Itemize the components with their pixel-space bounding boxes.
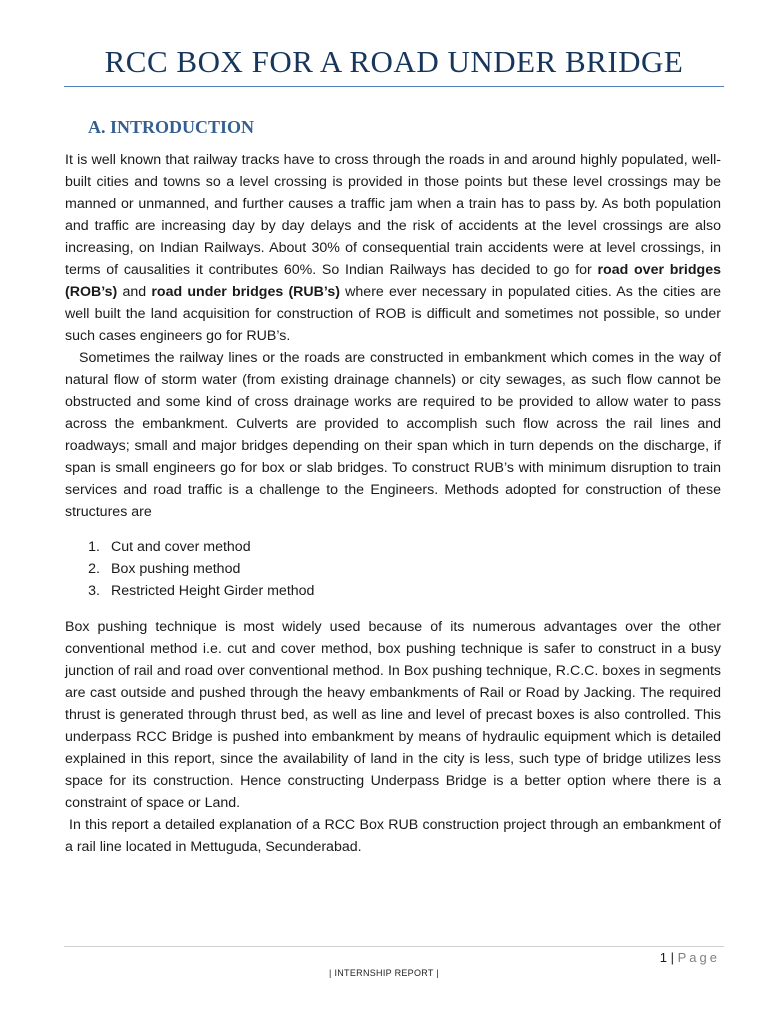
paragraph-1-bold-rub: road under bridges (RUB’s) (151, 284, 340, 300)
list-item-text: Box pushing method (111, 561, 241, 577)
paragraph-1-part-1: It is well known that railway tracks have to cross through the roads in and around highly populated, well-built cities and towns so a level crossing is provided in those points but these level crossings may be manned or unmanned, and further causes a traffic jam when a train has to pass by. As both population and traffic are increasing day by day delays and the risk of accidents at the level crossings are also increasing, on Indian Railways. About 30% of consequential train accidents were at level crossings, in terms of causalities it contributes 60%. So Indian Railways has decided to go for (65, 152, 721, 278)
paragraph-1 (65, 149, 721, 347)
list-item (65, 580, 721, 602)
body-text (65, 149, 721, 858)
list-item-text: Cut and cover method (111, 539, 251, 555)
list-item (65, 536, 721, 558)
list-item-text: Restricted Height Girder method (111, 583, 315, 599)
document-title: RCC BOX FOR A ROAD UNDER BRIDGE (104, 44, 684, 79)
paragraph-1-bold-rob: road over bridges (ROB’s) (65, 262, 721, 300)
page-number-separator: | (670, 950, 674, 965)
paragraph-1-part-3: where ever necessary in populated cities. As the cities are well built the land acquisition for construction of ROB is difficult and sometimes not possible, so under such cases engineers go for RUB’s. (65, 284, 721, 344)
section-heading: A. INTRODUCTION (88, 117, 255, 137)
page-number-value: 1 (659, 950, 667, 965)
list-item-number: 2. (88, 561, 100, 577)
methods-list (65, 536, 721, 602)
page-number (660, 950, 720, 965)
footer-rule (64, 946, 724, 947)
list-item (65, 558, 721, 580)
footer-report-label: | INTERNSHIP REPORT | (329, 968, 439, 978)
paragraph-3: Box pushing technique is most widely used because of its numerous advantages over the other conventional method i.e. cut and cover method, box pushing technique is safer to construct in a busy junction of rail and road over conventional method. In Box pushing technique, R.C.C. boxes in segments are cast outside and pushed through the heavy embankments of Rail or Road by Jacking. The required thrust is generated through thrust bed, as well as line and level of precast boxes is also controlled. This underpass RCC Bridge is pushed into embankment by means of hydraulic equipment which is detailed explained in this report, since the availability of land in the city is less, such type of bridge utilizes less space for its construction. Hence constructing Underpass Bridge is a better option where there is a constraint of space or Land. (65, 619, 721, 811)
page-number-label: Page (677, 950, 720, 965)
list-item-number: 3. (88, 583, 100, 599)
paragraph-2: Sometimes the railway lines or the roads are constructed in embankment which comes in the way of natural flow of storm water (from existing drainage channels) or city sewages, as such flow cannot be obstructed and some kind of cross drainage works are required to be provided to allow water to pass across the embankment. Culverts are provided to accomplish such flow across the rail lines and roadways; small and major bridges depending on their span which in turn depends on the discharge, if span is small engineers go for box or slab bridges. To construct RUB’s with minimum disruption to train services and road traffic is a challenge to the Engineers. Methods adopted for construction of these structures are (65, 350, 721, 520)
list-item-number: 1. (88, 539, 100, 555)
title-underline (64, 86, 724, 87)
paragraph-1-part-2: and (117, 284, 152, 300)
paragraph-4: In this report a detailed explanation of a RCC Box RUB construction project through an embankment of a rail line located in Mettuguda, Secunderabad. (65, 817, 721, 855)
